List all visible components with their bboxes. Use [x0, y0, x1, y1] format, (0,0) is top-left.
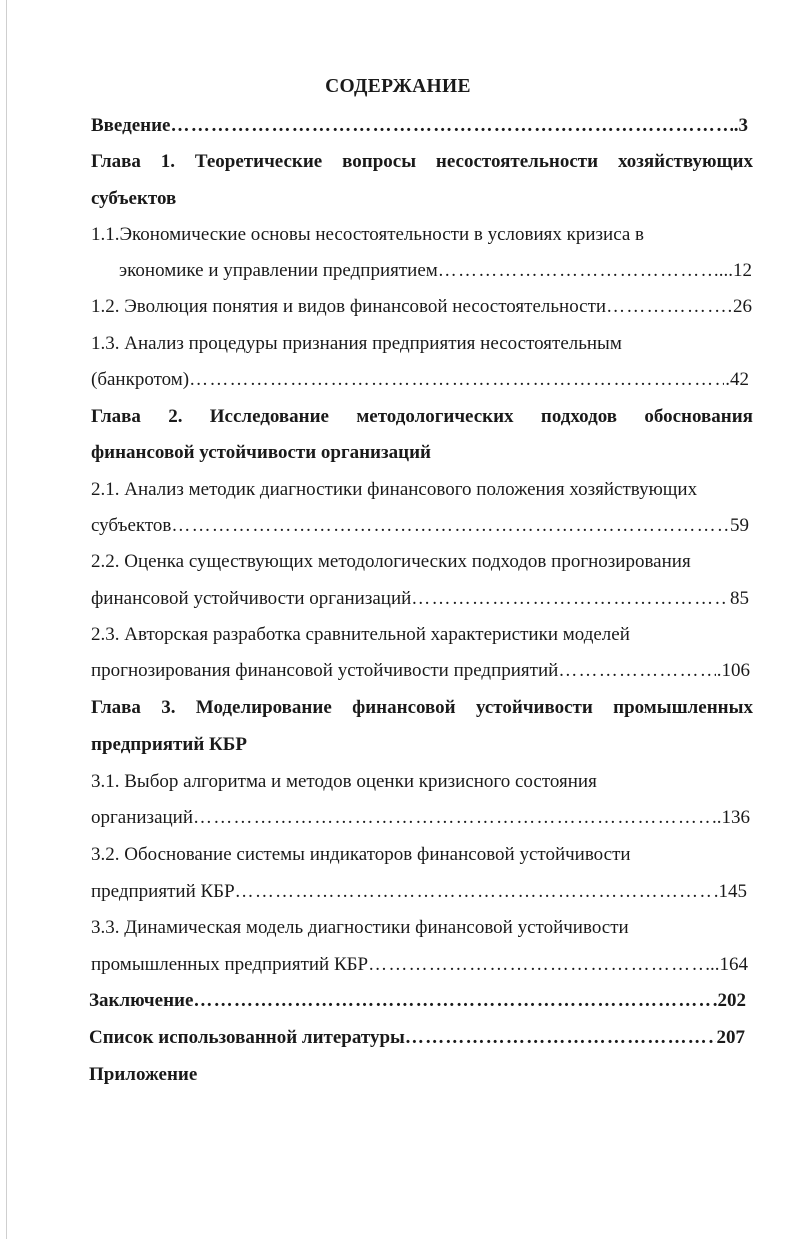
- toc-entry-conclusion: [89, 989, 746, 1013]
- chapter-word: Глава: [91, 406, 141, 427]
- toc-label: Заключение: [89, 990, 194, 1011]
- chapter-word: Исследование: [209, 406, 329, 427]
- chapter-word: 2.: [168, 406, 183, 427]
- toc-section-3-3-line1: 3.3. Динамическая модель диагностики финансовой устойчивости: [91, 917, 629, 938]
- toc-label: финансовой устойчивости организаций: [91, 588, 412, 609]
- toc-page: 85: [730, 588, 749, 609]
- toc-section-2-1-line2: [91, 514, 749, 538]
- toc-page: .42: [725, 369, 749, 390]
- toc-page: ...164: [705, 954, 748, 975]
- chapter-word: 1.: [160, 151, 176, 172]
- toc-section-1-3-line2: [91, 368, 749, 392]
- toc-page: .202: [712, 990, 746, 1011]
- toc-label: Список использованной литературы: [89, 1027, 405, 1048]
- toc-entry-references: [89, 1026, 745, 1050]
- toc-label: промышленных предприятий КБР: [91, 954, 369, 975]
- toc-leader: [411, 587, 729, 611]
- chapter-word: промышленных: [613, 697, 753, 718]
- toc-section-1-3-line1: 1.3. Анализ процедуры признания предприятия несостоятельным: [91, 333, 622, 354]
- toc-section-3-1-line1: 3.1. Выбор алгоритма и методов оценки кризисного состояния: [91, 771, 597, 792]
- toc-section-3-2-line1: 3.2. Обоснование системы индикаторов финансовой устойчивости: [91, 844, 631, 865]
- toc-section-3-3-line2: [91, 953, 748, 977]
- toc-label: организаций: [91, 807, 194, 828]
- toc-label: прогнозирования финансовой устойчивости предприятий: [91, 660, 559, 681]
- chapter-word: Глава: [91, 151, 141, 172]
- toc-chapter-2: [91, 405, 753, 429]
- chapter-word: методологических: [356, 406, 514, 427]
- toc-section-1-1-line2: [119, 259, 752, 283]
- chapter-word: вопросы: [342, 151, 417, 172]
- toc-label: предприятий КБР: [91, 881, 235, 902]
- toc-section-2-2-line2: [91, 587, 749, 611]
- toc-entry-intro: [91, 114, 748, 138]
- toc-leader: [606, 295, 713, 319]
- page-title: СОДЕРЖАНИЕ: [325, 76, 471, 97]
- toc-label: субъектов: [91, 515, 172, 536]
- toc-page: .3: [733, 115, 748, 136]
- toc-section-1-2: [91, 295, 752, 319]
- toc-leader: [171, 514, 729, 538]
- chapter-word: хозяйствующих: [617, 151, 753, 172]
- toc-leader: [193, 806, 711, 830]
- chapter-word: устойчивости: [475, 697, 593, 718]
- toc-label: экономике и управлении предприятием: [119, 260, 438, 281]
- chapter-word: подходов: [540, 406, 618, 427]
- chapter-word: несостоятельности: [435, 151, 599, 172]
- chapter-word: Моделирование: [195, 697, 332, 718]
- chapter-word: Глава: [91, 697, 141, 718]
- toc-leader: [235, 880, 713, 904]
- toc-page: 207: [716, 1027, 745, 1048]
- chapter-word: 3.: [161, 697, 176, 718]
- toc-label: (банкротом): [91, 369, 190, 390]
- chapter-word: Теоретические: [194, 151, 323, 172]
- toc-section-2-1-line1: 2.1. Анализ методик диагностики финансового положения хозяйствующих: [91, 479, 698, 500]
- chapter-word: обоснования: [644, 406, 753, 427]
- toc-page: .145: [713, 881, 747, 902]
- toc-section-2-2-line1: 2.2. Оценка существующих методологических подходов прогнозирования: [91, 551, 691, 572]
- toc-chapter-1: [91, 150, 753, 174]
- toc-leader: [405, 1026, 716, 1050]
- toc-section-3-2-line2: [91, 880, 747, 904]
- toc-entry-appendix: Приложение: [89, 1064, 198, 1085]
- toc-label: Введение: [91, 115, 171, 136]
- toc-page: …26: [714, 296, 752, 317]
- scan-edge-line: [6, 0, 7, 1239]
- toc-section-1-1-line1: 1.1.Экономические основы несостоятельности в условиях кризиса в: [91, 224, 645, 245]
- toc-leader: [171, 114, 733, 138]
- toc-section-2-3-line1: 2.3. Авторская разработка сравнительной характеристики моделей: [91, 624, 630, 645]
- toc-chapter-1-continuation: субъектов: [91, 188, 177, 209]
- toc-leader: [558, 659, 715, 683]
- toc-label: 1.2. Эволюция понятия и видов финансовой несостоятельности: [91, 296, 607, 317]
- toc-leader: [193, 989, 711, 1013]
- toc-page: 59: [730, 515, 749, 536]
- toc-leader: [368, 953, 704, 977]
- toc-leader: [189, 368, 724, 392]
- toc-chapter-3-continuation: предприятий КБР: [91, 734, 247, 755]
- toc-chapter-3: [91, 696, 753, 720]
- toc-leader: [438, 259, 718, 283]
- chapter-word: финансовой: [352, 697, 456, 718]
- toc-section-2-3-line2: [91, 659, 750, 683]
- toc-page: ..136: [712, 807, 750, 828]
- toc-chapter-2-continuation: финансовой устойчивости организаций: [91, 442, 431, 463]
- toc-page: ...12: [718, 260, 752, 281]
- toc-page: .106: [716, 660, 750, 681]
- toc-section-3-1-line2: [91, 806, 750, 830]
